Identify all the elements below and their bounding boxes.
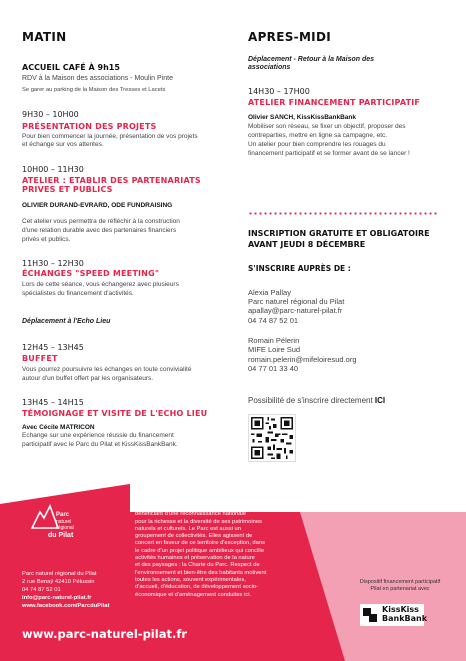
address-line: 2 rue Benaÿ 42410 Pélussin bbox=[22, 579, 95, 585]
about-text bbox=[135, 504, 310, 599]
session-desc: autour d'un buffet offert par les organisateurs. bbox=[22, 375, 154, 382]
session-speaker: OLIVIER DURAND-EVRARD, ODE FUNDRAISING bbox=[22, 202, 173, 209]
session-title: ATELIER FINANCEMENT PARTICIPATIF bbox=[248, 98, 421, 107]
address-phone: 04 74 87 52 01 bbox=[22, 587, 61, 593]
address-line: Parc naturel régional du Pilat bbox=[22, 571, 97, 577]
session-desc: contreparties, mettre en ligne sa campagne, etc. bbox=[248, 132, 388, 139]
logo-text: régional bbox=[56, 525, 74, 531]
session-desc: et échange sur vos attentes. bbox=[22, 141, 104, 148]
about-line: le cadre d'un projet politique ambitieux qui concilie bbox=[135, 547, 265, 554]
about-line: concert en faveur de ce territoire d'exception, dans bbox=[135, 540, 265, 547]
session-desc: Cet atelier vous permettra de réfléchir à la construction bbox=[22, 218, 180, 225]
session-title: ÉCHANGES "SPEED MEETING" bbox=[22, 269, 160, 278]
accueil-place: RDV à la Maison des associations - Moulin Pinte bbox=[22, 75, 173, 82]
matin-header: MATIN bbox=[22, 30, 67, 44]
session-desc: participatif avec le Parc du Pilat et KissKissBankBank. bbox=[22, 441, 178, 448]
kisskissbankbank-logo[interactable] bbox=[360, 604, 428, 626]
inscription-deadline: AVANT JEUDI 8 DÉCEMBRE bbox=[248, 240, 366, 249]
session-speaker: Avec Cécile MATRICON bbox=[22, 424, 95, 431]
session-desc: Lors de cette séance, vous échangerez avec plusieurs bbox=[22, 281, 179, 288]
contact-phone: 04 77 01 33 40 bbox=[248, 364, 299, 373]
kiss-text bbox=[382, 606, 427, 623]
about-line: et des paysages : la Charte du Parc. Respect de bbox=[135, 562, 260, 569]
accueil-title: ACCUEIL CAFÉ À 9h15 bbox=[22, 63, 120, 72]
session-speaker: Olivier SANCH, KissKissBankBank bbox=[248, 114, 357, 121]
session-desc: d'une relation durable avec des partenaires financiers bbox=[22, 227, 177, 234]
online-text: Possibilité de s'inscrire directement bbox=[248, 396, 373, 405]
accueil-parking: Se garer au parking de la Maison des Tresses et Lacets bbox=[22, 87, 166, 93]
logo-text: Parc bbox=[56, 512, 70, 518]
about-line: bénéficiant d'une reconnaissance nationale bbox=[135, 511, 247, 518]
contact-phone: 04 74 87 52 01 bbox=[248, 316, 299, 325]
contact-org: MIFE Loire Sud bbox=[248, 345, 301, 354]
move-note: Déplacement - Retour à la Maison des bbox=[248, 56, 375, 63]
session-desc: spécialistes du financement d'activités. bbox=[22, 290, 134, 297]
session-title: TÉMOIGNAGE ET VISITE DE L'ECHO LIEU bbox=[22, 409, 208, 418]
move-note: associations bbox=[248, 64, 291, 71]
session-title: ATELIER : ETABLIR DES PARTENARIATS bbox=[22, 176, 201, 185]
session-time: 13H45 – 14H15 bbox=[22, 398, 84, 407]
session-desc: Vous pourrez poursuivre les échanges en toute convivialité bbox=[22, 366, 192, 373]
session-desc: Un atelier pour bien comprendre les rouages du bbox=[248, 141, 386, 148]
about-line: activités humaines et préservation de la nature bbox=[135, 555, 255, 562]
address-email-link[interactable]: info@parc-naturel-pilat.fr bbox=[22, 595, 92, 601]
session-time: 14H30 – 17H00 bbox=[248, 87, 310, 96]
contact-email-link[interactable]: romain.pelerin@mifeloiresud.org bbox=[248, 355, 357, 364]
online-link[interactable]: ICI bbox=[374, 396, 386, 405]
session-title: PRIVES ET PUBLICS bbox=[22, 185, 113, 194]
about-line: Le Parc naturel régional du Pilat est un territoire bbox=[135, 504, 258, 510]
session-time: 12H45 – 13H45 bbox=[22, 343, 84, 352]
session-title: BUFFET bbox=[22, 354, 58, 363]
logo-text: naturel bbox=[56, 519, 72, 525]
online-registration bbox=[248, 396, 385, 405]
about-line: d'accueil, d'éducation, de développement socio- bbox=[135, 584, 259, 591]
session-desc: Pour bien commencer la journée, présentation de vos projets bbox=[22, 133, 198, 140]
kiss-text-2: BankBank bbox=[382, 613, 428, 623]
about-line: économique et d'aménagement conduites ici. bbox=[135, 591, 252, 598]
session-title: PRÉSENTATION DES PROJETS bbox=[22, 122, 157, 131]
inscription-aupres: S'INSCRIRE AUPRÈS DE : bbox=[248, 264, 351, 273]
session-time: 10H00 – 11H30 bbox=[22, 165, 84, 174]
about-line: groupement de collectivités. Elles agissent de bbox=[135, 533, 253, 540]
about-line: l'environnement et bien-être des habitants motivent bbox=[135, 569, 267, 576]
kiss-text-1: KissKiss bbox=[382, 605, 419, 614]
qr-code-icon[interactable] bbox=[248, 414, 296, 462]
parc-pilat-logo bbox=[30, 504, 80, 554]
partner-text bbox=[340, 579, 460, 593]
session-time: 11H30 – 12H30 bbox=[22, 259, 84, 268]
contact-name: Alexia Pallay bbox=[248, 288, 291, 297]
logo-text: du Pilat bbox=[48, 532, 74, 539]
partner-line: Dispositif financement participatif bbox=[359, 579, 441, 585]
contact-email-link[interactable]: apallay@parc-naturel-pilat.fr bbox=[248, 306, 343, 315]
contact-org: Parc naturel régional du Pilat bbox=[248, 297, 345, 306]
dotted-divider bbox=[248, 212, 438, 215]
about-line: pour la richesse et la diversité de ses patrimoines bbox=[135, 518, 262, 525]
facebook-link[interactable]: www.facebook.com/ParcduPilat bbox=[22, 603, 110, 609]
session-desc: financement participatif et se former avant de se lancer ! bbox=[248, 150, 410, 157]
contact-name: Romain Pélerin bbox=[248, 336, 300, 345]
session-desc: privés et publics. bbox=[22, 236, 71, 243]
kiss-icon bbox=[363, 608, 381, 622]
about-line: toutes les actions, souvent expérimentales, bbox=[135, 576, 246, 583]
partner-line: Pilat en partenariat avec bbox=[370, 586, 430, 592]
website-link[interactable]: www.parc-naturel-pilat.fr bbox=[22, 627, 187, 641]
apres-header: APRES-MIDI bbox=[248, 30, 331, 44]
move-note: Déplacement à l'Echo Lieu bbox=[22, 318, 111, 325]
session-desc: Mobiliser son réseau, se fixer un objectif, proposer des bbox=[248, 123, 406, 130]
inscription-title: INSCRIPTION GRATUITE ET OBLIGATOIRE bbox=[248, 229, 430, 238]
session-desc: Echange sur une expérience réussie du financement bbox=[22, 432, 174, 439]
session-time: 9H30 – 10H00 bbox=[22, 110, 79, 119]
about-line: naturels et culturels. Le Parc est aussi un bbox=[135, 525, 242, 532]
